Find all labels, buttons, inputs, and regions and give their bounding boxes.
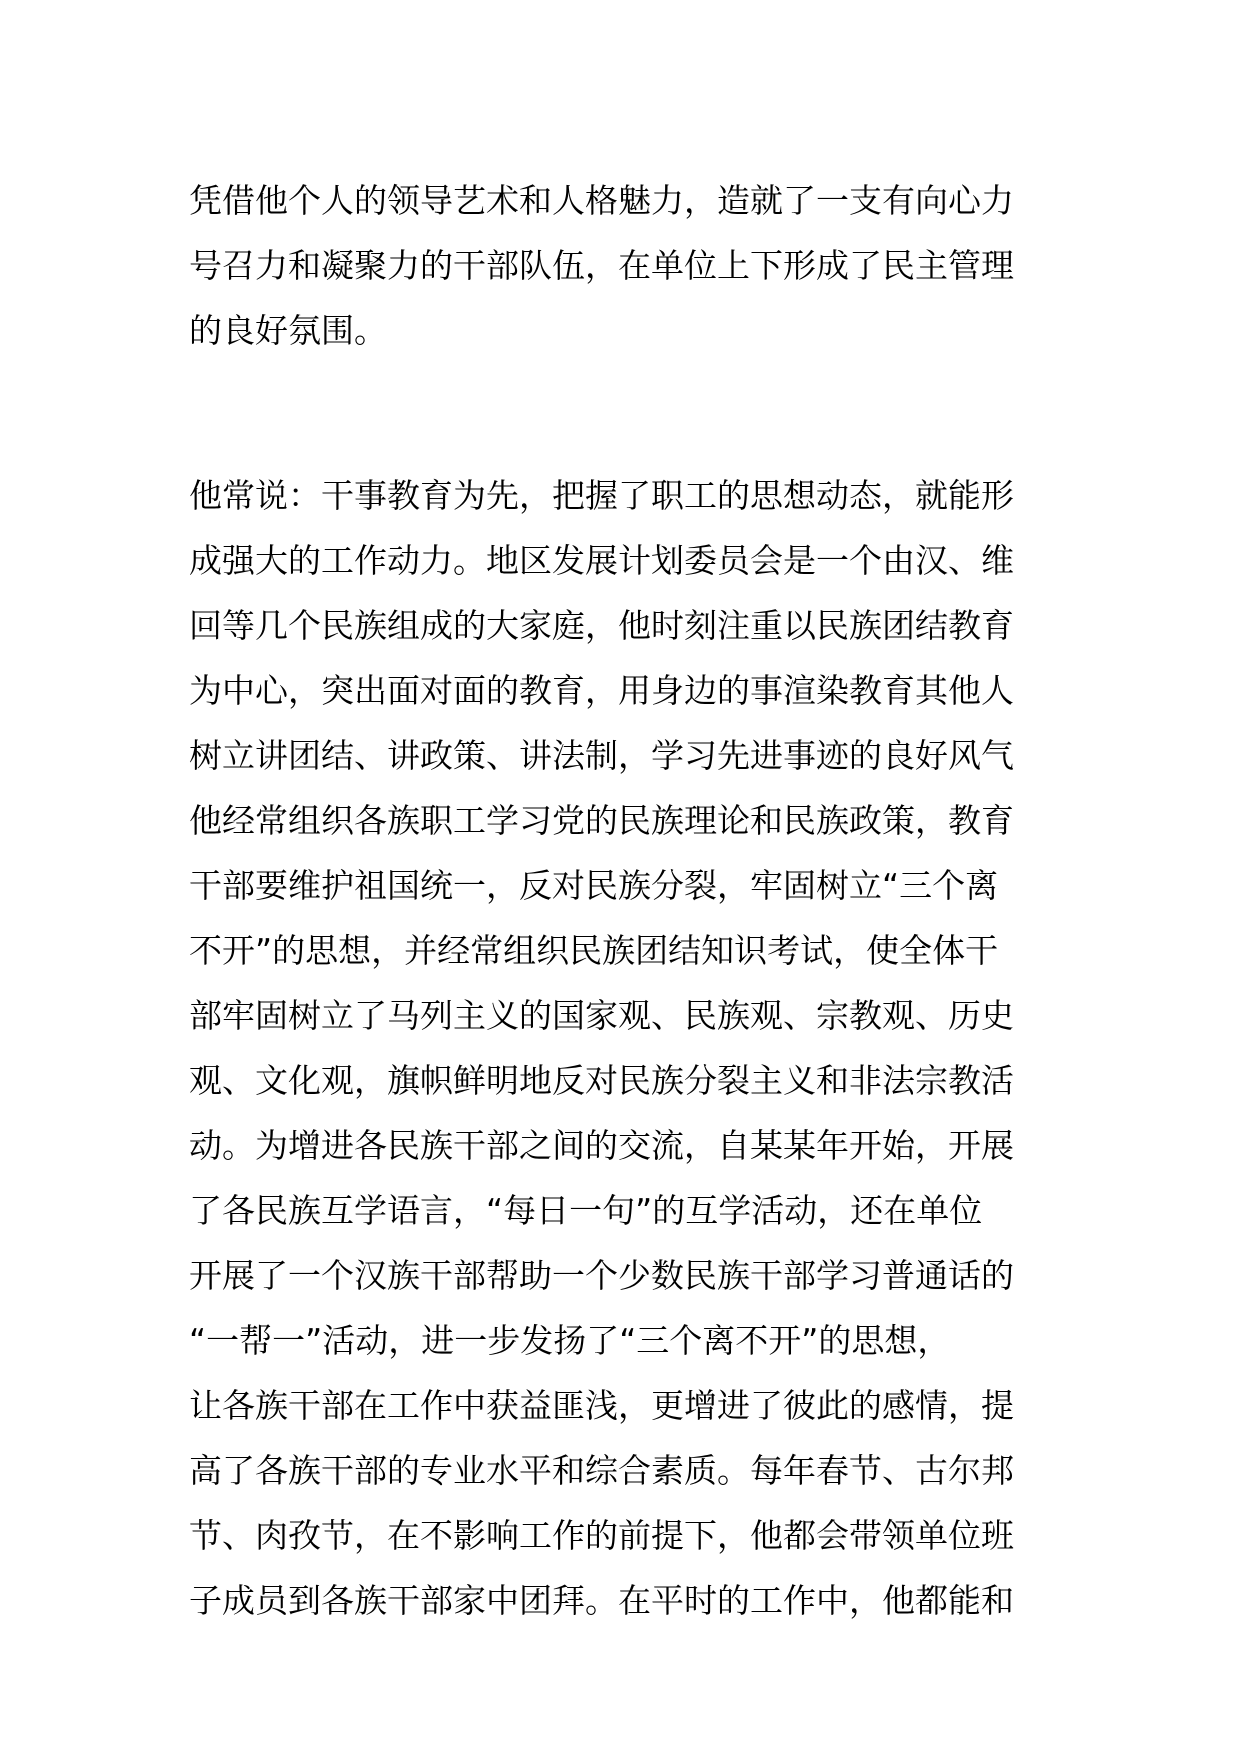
text-line: 观、文化观，旗帜鲜明地反对民族分裂主义和非法宗教活 [189, 1061, 1014, 1100]
text-line: 节、肉孜节，在不影响工作的前提下，他都会带领单位班 [189, 1516, 1014, 1555]
text-line: 子成员到各族干部家中团拜。在平时的工作中，他都能和 [189, 1581, 1014, 1620]
text-line: 部牢固树立了马列主义的国家观、民族观、宗教观、历史 [189, 996, 1014, 1035]
paragraph-1 [189, 168, 1061, 363]
text-line: “一帮一”活动，进一步发扬了“三个离不开”的思想， [189, 1321, 951, 1360]
document-body [189, 168, 1061, 1633]
text-line: 树立讲团结、讲政策、讲法制，学习先进事迹的良好风气 [189, 736, 1014, 775]
text-line: 不开”的思想，并经常组织民族团结知识考试，使全体干 [189, 931, 999, 970]
paragraph-2 [189, 463, 1061, 1633]
text-line: 动。为增进各民族干部之间的交流，自某某年开始，开展 [189, 1126, 1014, 1165]
text-line: 开展了一个汉族干部帮助一个少数民族干部学习普通话的 [189, 1256, 1014, 1295]
text-line: 为中心，突出面对面的教育，用身边的事渲染教育其他人 [189, 671, 1014, 710]
text-line: 凭借他个人的领导艺术和人格魅力，造就了一支有向心力 [189, 181, 1014, 220]
text-line: 回等几个民族组成的大家庭，他时刻注重以民族团结教育 [189, 606, 1014, 645]
text-line: 高了各族干部的专业水平和综合素质。每年春节、古尔邦 [189, 1451, 1014, 1490]
text-line: 号召力和凝聚力的干部队伍，在单位上下形成了民主管理 [189, 246, 1014, 285]
paragraph-spacer [189, 363, 1061, 463]
text-line: 成强大的工作动力。地区发展计划委员会是一个由汉、维 [189, 541, 1014, 580]
text-line: 让各族干部在工作中获益匪浅，更增进了彼此的感情，提 [189, 1386, 1014, 1425]
text-line: 干部要维护祖国统一，反对民族分裂，牢固树立“三个离 [189, 866, 999, 905]
text-line: 他经常组织各族职工学习党的民族理论和民族政策，教育 [189, 801, 1014, 840]
text-line: 了各民族互学语言，“每日一句”的互学活动，还在单位 [189, 1191, 983, 1230]
text-line: 他常说：干事教育为先，把握了职工的思想动态，就能形 [189, 476, 1014, 515]
text-line: 的良好氛围。 [189, 311, 387, 350]
